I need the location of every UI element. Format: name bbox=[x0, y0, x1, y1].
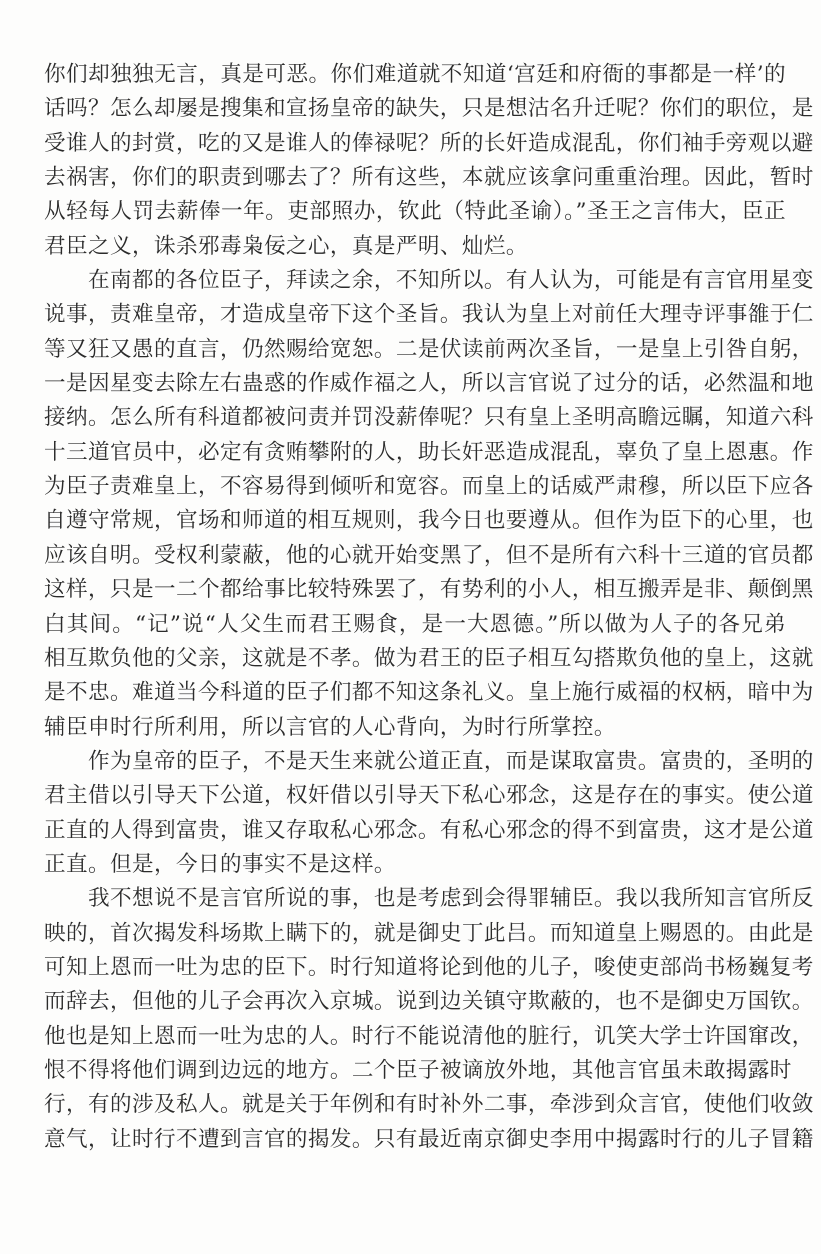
text-line: 一是因星变去除左右蛊惑的作威作福之人，所以言官说了过分的话，必然温和地 bbox=[44, 371, 814, 397]
text-line: 从轻每人罚去薪俸一年。吏部照办，钦此（特此圣谕）。”圣王之言伟大，臣正 bbox=[44, 199, 786, 225]
text-line: 接纳。怎么所有科道都被问责并罚没薪俸呢？只有皇上圣明高瞻远瞩，知道六科 bbox=[44, 405, 814, 431]
text-line: 君主借以引导天下公道，权奸借以引导天下私心邪念，这是存在的事实。使公道 bbox=[44, 783, 814, 809]
text-line: 受谁人的封赏，吃的又是谁人的俸禄呢？所的长奸造成混乱，你们袖手旁观以避 bbox=[44, 130, 814, 156]
text-line: 等又狂又愚的直言，仍然赐给宽恕。二是伏读前两次圣旨，一是皇上引咎自躬， bbox=[44, 336, 814, 362]
paragraph bbox=[44, 745, 814, 882]
text-line: 你们却独独无言，真是可恶。你们难道就不知道‘宫廷和府衙的事都是一样’的 bbox=[44, 62, 786, 87]
text-line: 正直的人得到富贵，谁又存取私心邪念。有私心邪念的得不到富贵，这才是公道 bbox=[44, 817, 814, 843]
page-body bbox=[44, 58, 814, 1157]
text-line: 白其间。“记”说“人父生而君王赐食，是一大恩德。”所以做为人子的各兄弟 bbox=[44, 611, 786, 637]
text-line: 君臣之义，诛杀邪毒枭佞之心，真是严明、灿烂。 bbox=[44, 233, 528, 259]
paragraph bbox=[44, 58, 814, 264]
text-line: 我不想说不是言官所说的事，也是考虑到会得罪辅臣。我以我所知言官所反 bbox=[44, 886, 814, 912]
text-line: 作为皇帝的臣子，不是天生来就公道正直，而是谋取富贵。富贵的，圣明的 bbox=[44, 748, 814, 774]
text-line: 映的，首次揭发科场欺上瞒下的，就是御史丁此吕。而知道皇上赐恩的。由此是 bbox=[44, 920, 814, 946]
text-line: 他也是知上恩而一吐为忠的人。时行不能说清他的脏行，讥笑大学士许国窜改， bbox=[44, 1023, 814, 1049]
text-line: 恨不得将他们调到边远的地方。二个臣子被谪放外地，其他言官虽未敢揭露时 bbox=[44, 1057, 792, 1083]
text-line: 辅臣申时行所利用，所以言官的人心背向，为时行所掌控。 bbox=[44, 714, 616, 740]
text-line: 应该自明。受权利蒙蔽，他的心就开始变黑了，但不是所有六科十三道的官员都 bbox=[44, 542, 814, 568]
text-line: 行，有的涉及私人。就是关于年例和有时补外二事，牵涉到众言官，使他们收敛 bbox=[44, 1092, 814, 1118]
text-line: 十三道官员中，必定有贪贿攀附的人，助长奸恶造成混乱，辜负了皇上恩惠。作 bbox=[44, 439, 814, 465]
text-line: 为臣子责难皇上，不容易得到倾听和宽容。而皇上的话威严肃穆，所以臣下应各 bbox=[44, 474, 814, 500]
paragraph bbox=[44, 882, 814, 1157]
text-line: 相互欺负他的父亲，这就是不孝。做为君王的臣子相互勾搭欺负他的皇上，这就 bbox=[44, 645, 814, 671]
text-line: 说事，责难皇帝，才造成皇帝下这个圣旨。我认为皇上对前任大理寺评事雒于仁 bbox=[44, 302, 814, 328]
text-line: 这样，只是一二个都给事比较特殊罢了，有势利的小人，相互搬弄是非、颠倒黑 bbox=[44, 577, 814, 603]
text-line: 可知上恩而一吐为忠的臣下。时行知道将论到他的儿子，唆使吏部尚书杨巍复考 bbox=[44, 954, 814, 980]
text-line: 而辞去，但他的儿子会再次入京城。说到边关镇守欺蔽的，也不是御史万国钦。 bbox=[44, 989, 814, 1015]
text-line: 是不忠。难道当今科道的臣子们都不知这条礼义。皇上施行威福的权柄，暗中为 bbox=[44, 680, 814, 706]
text-line: 意气，让时行不遭到言官的揭发。只有最近南京御史李用中揭露时行的儿子冒籍 bbox=[44, 1126, 814, 1152]
text-line: 话吗？怎么却屡是搜集和宣扬皇帝的缺失，只是想沽名升迁呢？你们的职位，是 bbox=[44, 96, 814, 122]
text-line: 去祸害，你们的职责到哪去了？所有这些，本就应该拿问重重治理。因此，暂时 bbox=[44, 165, 814, 191]
text-line: 在南都的各位臣子，拜读之余，不知所以。有人认为，可能是有言官用星变 bbox=[44, 268, 814, 294]
text-line: 正直。但是，今日的事实不是这样。 bbox=[44, 851, 396, 877]
text-line: 自遵守常规，官场和师道的相互规则，我今日也要遵从。但作为臣下的心里，也 bbox=[44, 508, 814, 534]
paragraph bbox=[44, 264, 814, 745]
